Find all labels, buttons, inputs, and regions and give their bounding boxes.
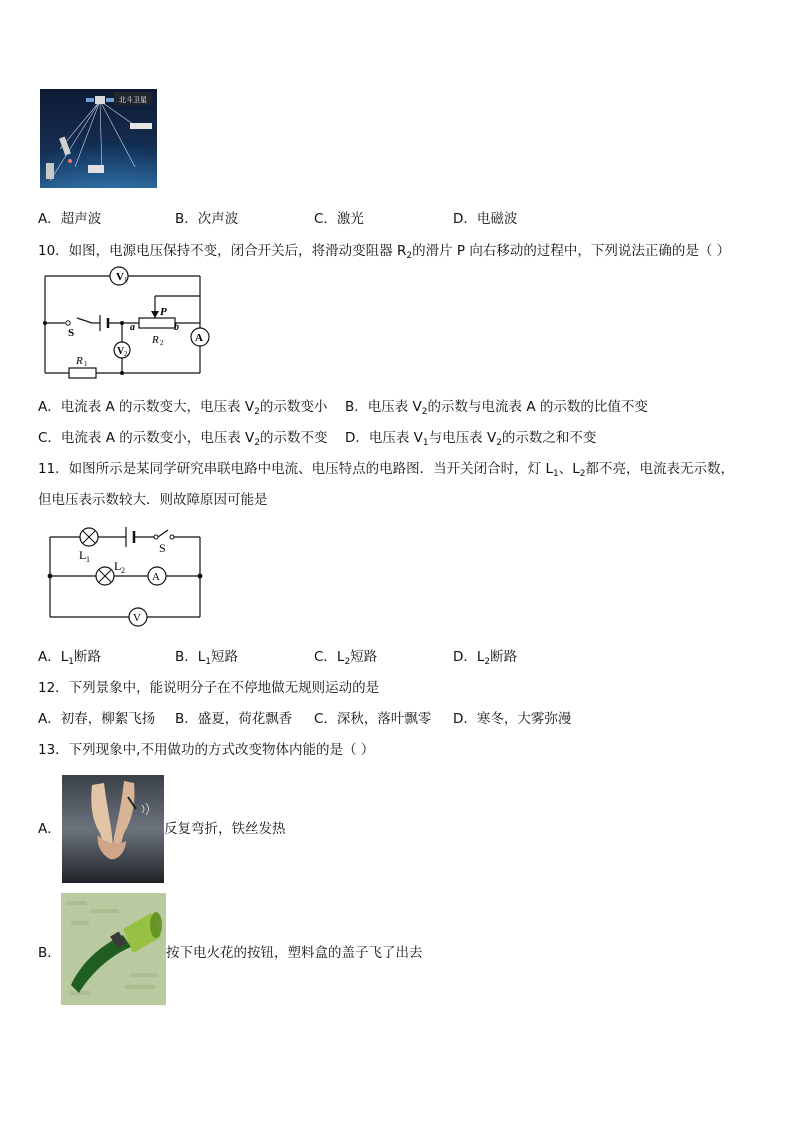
q10-option-d[interactable]: D．电压表 $V_1$与电压表 $V_2$的示数之和不变 bbox=[345, 430, 597, 448]
l2-sub: 2 bbox=[121, 566, 125, 575]
electric-spark-box-illustration bbox=[61, 893, 166, 1005]
satellite-image bbox=[40, 89, 157, 188]
q12-option-d[interactable]: D．寒冬，大雾弥漫 bbox=[453, 711, 572, 727]
q11-option-b[interactable]: B．$L_1$短路 bbox=[175, 649, 239, 667]
lamp-l2 bbox=[96, 567, 114, 585]
q9-option-b[interactable]: B．次声波 bbox=[175, 211, 239, 227]
q10-circuit-diagram bbox=[38, 263, 213, 385]
slider-arrow bbox=[151, 311, 159, 318]
q9-option-a[interactable]: A．超声波 bbox=[38, 211, 102, 227]
switch-contact bbox=[170, 535, 174, 539]
terminal-b-label: b bbox=[174, 322, 179, 333]
q13-option-b-label[interactable]: B． bbox=[38, 945, 61, 961]
switch-label: S bbox=[159, 541, 166, 555]
q11-stem-line2: 但电压表示数较大．则故障原因可能是 bbox=[38, 492, 268, 508]
q11-circuit-diagram bbox=[42, 520, 207, 630]
q10-circuit-svg bbox=[38, 263, 213, 385]
q12-option-c[interactable]: C．深秋，落叶飘零 bbox=[314, 711, 432, 727]
voltmeter-label: V bbox=[133, 612, 141, 624]
l1-label: L bbox=[79, 548, 87, 562]
v2-label: V bbox=[117, 346, 125, 357]
terminal-a-label: a bbox=[130, 322, 135, 333]
q12-stem: 12．下列景象中，能说明分子在不停地做无规则运动的是 bbox=[38, 680, 380, 696]
q12-option-b[interactable]: B．盛夏，荷花飘香 bbox=[175, 711, 293, 727]
spark-igniter-image bbox=[61, 893, 166, 1005]
q11-stem-line1: 11．如图所示是某同学研究串联电路中电流、电压特点的电路图．当开关闭合时，灯 $L_1$、$L_2$都不亮，电流表无示数， bbox=[38, 461, 734, 479]
q11-option-a[interactable]: A．$L_1$断路 bbox=[38, 649, 101, 667]
switch-contact bbox=[154, 535, 158, 539]
satellite-illustration bbox=[40, 89, 157, 188]
r2-label: R bbox=[152, 334, 159, 346]
lamp-l1 bbox=[80, 528, 98, 546]
v1-label: V bbox=[116, 271, 124, 283]
q11-option-d[interactable]: D．$L_2$断路 bbox=[453, 649, 518, 667]
bending-wire-image bbox=[62, 775, 164, 883]
q9-option-c[interactable]: C．激光 bbox=[314, 211, 364, 227]
r1-label: R bbox=[76, 355, 83, 367]
q10-option-a[interactable]: A．电流表 A 的示数变大，电压表 $V_2$的示数变小 bbox=[38, 399, 328, 417]
q11-option-c[interactable]: C．$L_2$短路 bbox=[314, 649, 378, 667]
q10-option-c[interactable]: C．电流表 A 的示数变小，电压表 $V_2$的示数不变 bbox=[38, 430, 328, 448]
satellite-caption: 北斗卫星 bbox=[119, 96, 147, 104]
switch-contact bbox=[66, 321, 70, 325]
q10-option-b[interactable]: B．电压表 $V_2$的示数与电流表 A 的示数的比值不变 bbox=[345, 399, 648, 417]
ammeter-label: A bbox=[152, 571, 160, 583]
l2-label: L bbox=[114, 559, 122, 573]
r2-sub: 2 bbox=[160, 339, 164, 347]
q12-option-a[interactable]: A．初春，柳絮飞扬 bbox=[38, 711, 156, 727]
hands-bending-wire-illustration bbox=[62, 775, 164, 883]
q13-option-a-text: 反复弯折，铁丝发热 bbox=[164, 821, 286, 837]
l1-sub: 1 bbox=[86, 555, 90, 564]
ammeter-label: A bbox=[195, 332, 203, 344]
slider-label: P bbox=[160, 306, 167, 318]
q11-circuit-svg bbox=[42, 520, 207, 630]
q13-option-a-label[interactable]: A． bbox=[38, 821, 61, 837]
q13-option-b-text: 按下电火花的按钮，塑料盒的盖子飞了出去 bbox=[166, 945, 423, 961]
resistor-r1 bbox=[69, 368, 96, 378]
rheostat-r2 bbox=[139, 318, 175, 328]
switch-label: S bbox=[68, 327, 75, 339]
q9-option-d[interactable]: D．电磁波 bbox=[453, 211, 518, 227]
r1-sub: 1 bbox=[84, 360, 88, 368]
q10-stem: 10．如图，电源电压保持不变，闭合开关后，将滑动变阻器 $R_2$的滑片 P 向右移动的过程中，下列说法正确的是（ ） bbox=[38, 243, 731, 261]
v2-sub: 2 bbox=[124, 350, 128, 358]
v1-sub: 1 bbox=[124, 276, 128, 284]
q13-stem: 13．下列现象中,不用做功的方式改变物体内能的是（ ） bbox=[38, 742, 375, 758]
